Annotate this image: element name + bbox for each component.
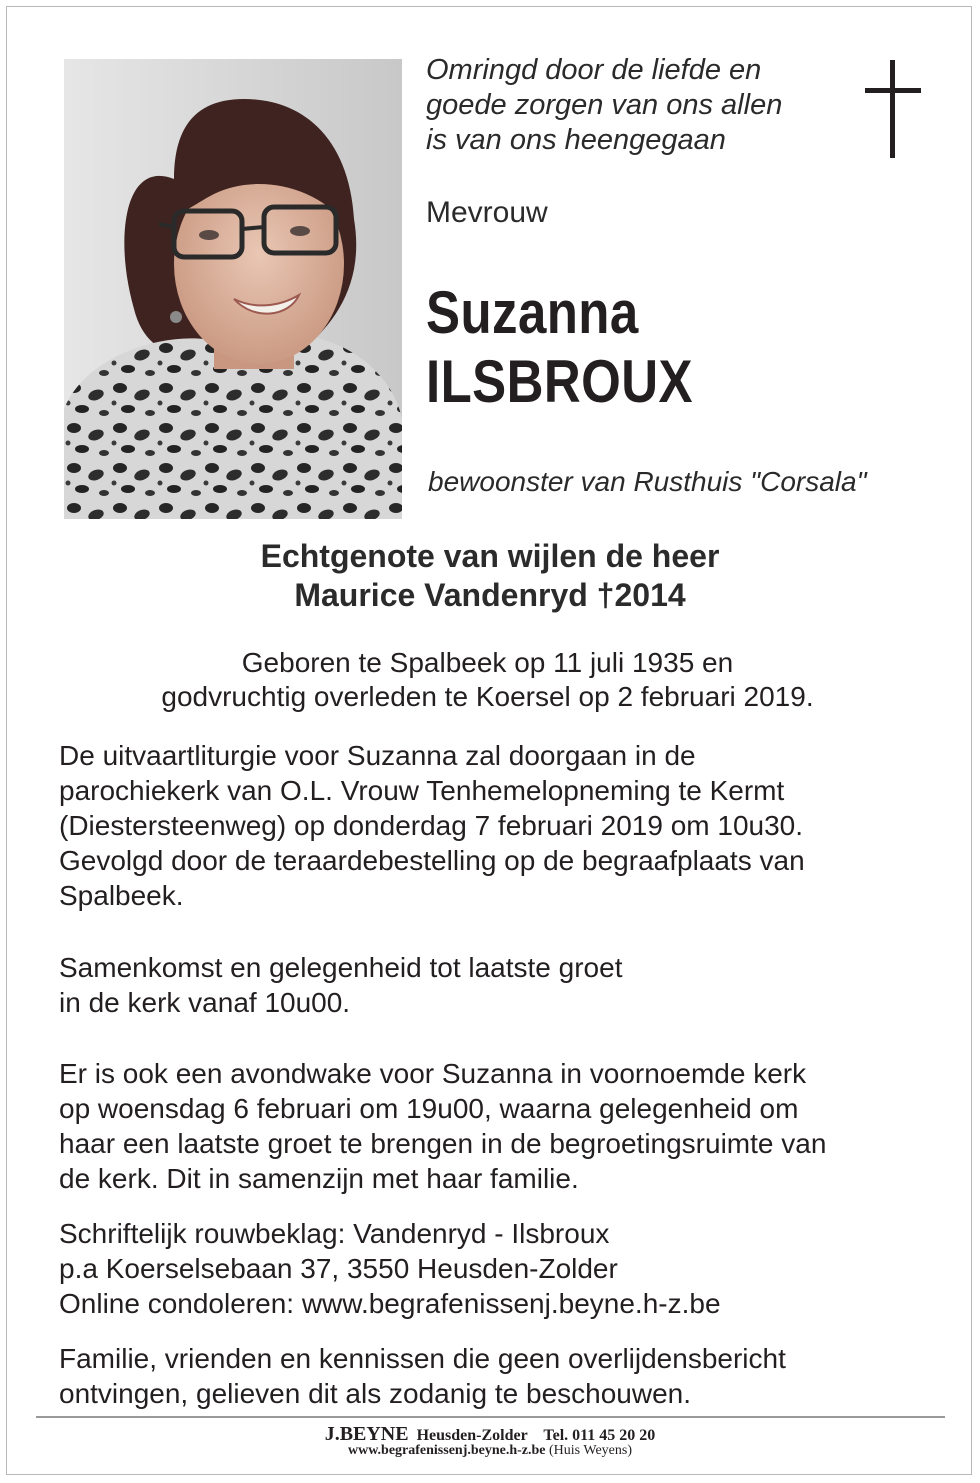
spouse-block	[0, 537, 980, 615]
spouse-line: Maurice Vandenryd †2014	[294, 577, 686, 613]
first-name: Suzanna	[426, 279, 639, 346]
notice-paragraph	[59, 1341, 939, 1411]
paragraph-line: De uitvaartliturgie voor Suzanna zal doorgaan in de	[59, 740, 696, 771]
paragraph-line: op woensdag 6 februari om 19u00, waarna gelegenheid om	[59, 1093, 799, 1124]
paragraph-line: haar een laatste groet te brengen in de begroetingsruimte van	[59, 1128, 827, 1159]
intro-text	[426, 53, 846, 158]
paragraph-line: Gevolgd door de teraardebestelling op de begraafplaats van	[59, 845, 805, 876]
gathering-paragraph	[59, 950, 939, 1020]
birth-death-dates	[0, 646, 975, 714]
intro-line: goede zorgen van ons allen	[426, 89, 783, 121]
paragraph-line: parochiekerk van O.L. Vrouw Tenhemelopneming te Kermt	[59, 775, 785, 806]
funeral-home-location: Heusden-Zolder	[416, 1427, 528, 1444]
paragraph-line: Er is ook een avondwake voor Suzanna in voornoemde kerk	[59, 1058, 807, 1089]
vigil-paragraph	[59, 1056, 939, 1196]
paragraph-line: Spalbeek.	[59, 880, 184, 911]
latin-cross-icon	[862, 60, 924, 160]
footer-divider	[36, 1416, 945, 1418]
paragraph-line: Schriftelijk rouwbeklag: Vandenryd - Ilsbroux	[59, 1218, 610, 1249]
spouse-line: Echtgenote van wijlen de heer	[260, 538, 720, 574]
paragraph-line: in de kerk vanaf 10u00.	[59, 987, 351, 1018]
funeral-home-phone: Tel. 011 45 20 20	[543, 1427, 656, 1444]
intro-line: is van ons heengegaan	[426, 124, 726, 156]
portrait-photo	[64, 59, 402, 519]
paragraph-line: de kerk. Dit in samenzijn met haar familie.	[59, 1163, 579, 1194]
dates-line: godvruchtig overleden te Koersel op 2 februari 2019.	[161, 681, 814, 712]
funeral-home-brand: J.BEYNE	[324, 1423, 409, 1445]
funeral-paragraph	[59, 738, 939, 913]
deceased-name	[426, 278, 693, 416]
paragraph-line: Familie, vrienden en kennissen die geen overlijdensbericht	[59, 1343, 786, 1374]
paragraph-line: Samenkomst en gelegenheid tot laatste groet	[59, 952, 623, 983]
funeral-home-website[interactable]: www.begrafenissenj.beyne.h-z.be	[347, 1443, 546, 1458]
paragraph-line: ontvingen, gelieven dit als zodanig te beschouwen.	[59, 1378, 691, 1409]
condolences-paragraph	[59, 1216, 939, 1321]
funeral-home-branch: (Huis Weyens)	[549, 1443, 633, 1458]
last-name: ILSBROUX	[426, 348, 693, 415]
residence-note: bewoonster van Rusthuis "Corsala"	[428, 466, 867, 497]
intro-line: Omringd door de liefde en	[426, 54, 762, 86]
footer-web	[0, 1443, 980, 1459]
paragraph-line: p.a Koerselsebaan 37, 3550 Heusden-Zolder	[59, 1253, 618, 1284]
dates-line: Geboren te Spalbeek op 11 juli 1935 en	[241, 647, 734, 678]
paragraph-line: (Diestersteenweg) op donderdag 7 februari 2019 om 10u30.	[59, 810, 804, 841]
condolences-link[interactable]: Online condoleren: www.begrafenissenj.beyne.h-z.be	[59, 1288, 721, 1319]
honorific-title: Mevrouw	[426, 196, 548, 229]
